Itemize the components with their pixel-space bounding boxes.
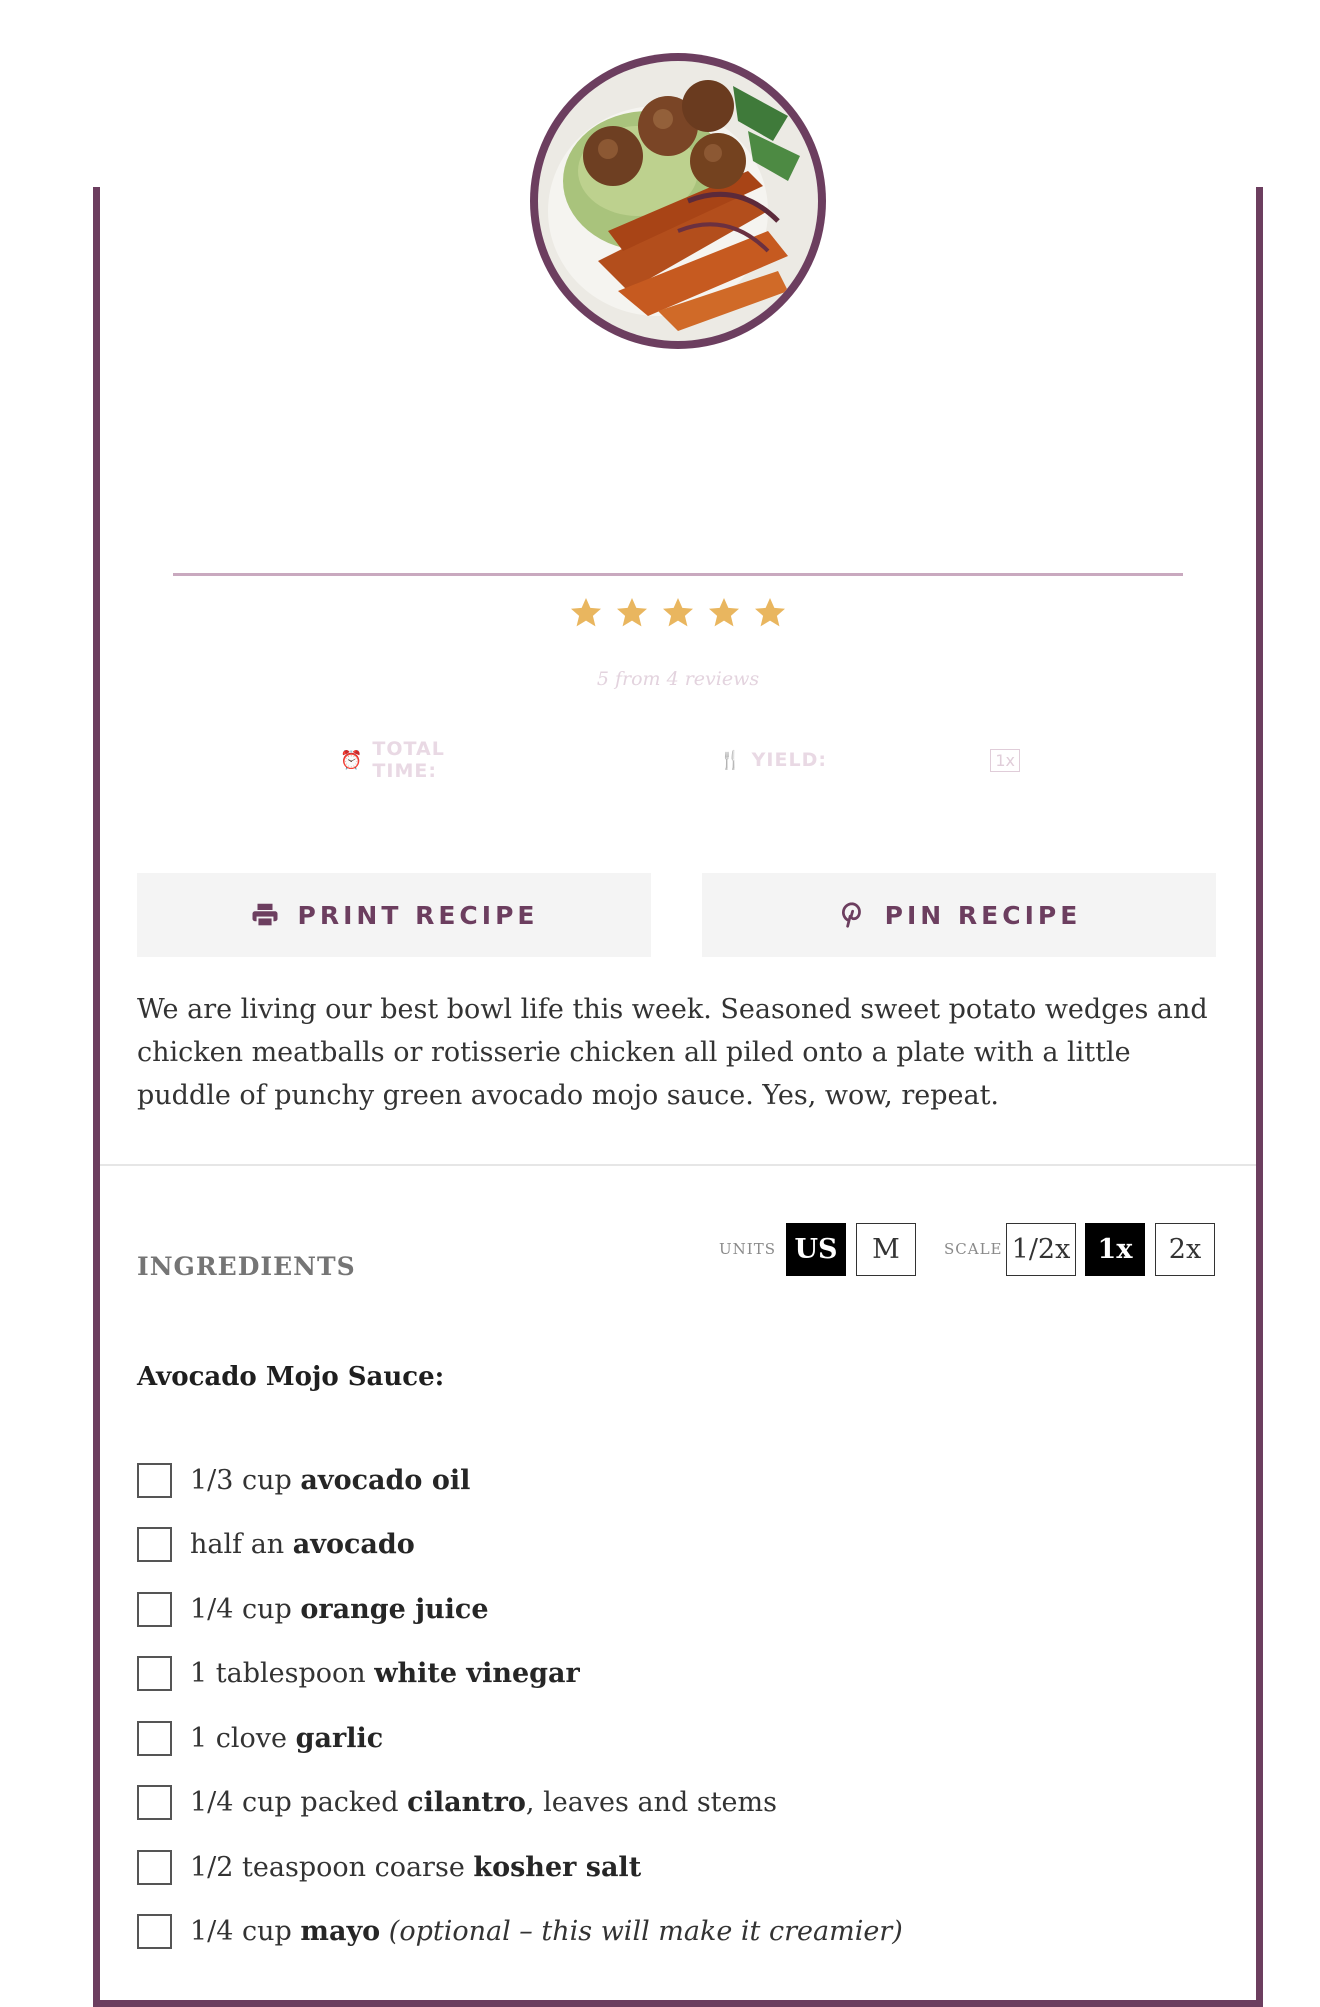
star-icon[interactable]	[752, 595, 788, 631]
ingredient-note-optional: (optional – this will make it creamier)	[388, 1916, 903, 1948]
ingredient-item	[137, 1448, 1222, 1513]
ingredient-checkbox[interactable]	[137, 1914, 172, 1949]
ingredient-amount: 1/4 cup packed	[190, 1787, 408, 1819]
recipe-meta	[340, 730, 1020, 790]
ingredient-name: garlic	[295, 1722, 384, 1754]
rating-stars[interactable]	[563, 595, 793, 641]
total-time-value: 40 minutes	[526, 730, 633, 790]
ingredient-item	[137, 1900, 1222, 1965]
ingredient-amount: 1/4 cup	[190, 1593, 301, 1625]
ingredient-item	[137, 1513, 1222, 1578]
ingredient-amount: 1/2 teaspoon coarse	[190, 1851, 474, 1883]
ingredient-name: cilantro	[407, 1787, 526, 1819]
ingredients-heading: INGREDIENTS	[137, 1252, 356, 1281]
star-icon[interactable]	[706, 595, 742, 631]
yield-value: 4 servings	[836, 730, 948, 790]
ingredient-note: , leaves and stems	[525, 1787, 777, 1819]
ingredient-amount: 1/3 cup	[190, 1464, 301, 1496]
yield-scale-badge[interactable]: 1x	[990, 749, 1020, 772]
print-recipe-label: PRINT RECIPE	[297, 900, 539, 930]
ingredient-amount: 1 clove	[190, 1722, 296, 1754]
ingredient-checkbox[interactable]	[137, 1656, 172, 1691]
ingredient-note	[380, 1916, 389, 1947]
ingredient-name: avocado	[292, 1529, 415, 1561]
ingredient-item	[137, 1771, 1222, 1836]
ingredient-item	[137, 1835, 1222, 1900]
star-icon[interactable]	[614, 595, 650, 631]
clock-icon: ⏰	[340, 749, 363, 771]
pin-recipe-button[interactable]	[702, 873, 1216, 957]
ingredient-name: mayo	[300, 1916, 381, 1948]
ingredient-checkbox[interactable]	[137, 1721, 172, 1756]
recipe-summary: We are living our best bowl life this week. Seasoned sweet potato wedges and chicken meatballs or rotisserie chicken all piled onto a plate with a little puddle of punchy green avocado mojo sauce. Yes, wow, repeat.	[137, 994, 1208, 1111]
reviews-count: 5 from 4 reviews	[596, 668, 760, 690]
food-photo-illustration	[538, 61, 818, 341]
ingredient-checkbox[interactable]	[137, 1850, 172, 1885]
scale-half-button[interactable]: 1/2x	[1006, 1223, 1076, 1276]
recipe-photo	[530, 53, 826, 349]
ingredient-name: kosher salt	[473, 1851, 642, 1883]
ingredient-name: avocado oil	[300, 1464, 471, 1496]
ingredient-name: white vinegar	[374, 1658, 580, 1690]
star-icon[interactable]	[660, 595, 696, 631]
section-divider	[100, 1164, 1256, 1166]
ingredient-amount: 1 tablespoon	[190, 1658, 375, 1690]
ingredient-amount: 1/4 cup	[190, 1916, 301, 1948]
print-recipe-button[interactable]	[137, 873, 651, 957]
scale-1x-button[interactable]: 1x	[1085, 1223, 1145, 1276]
recipe-title: Avocado Mojo Bowls With Sweet Potato	[248, 386, 1108, 541]
scale-2x-button[interactable]: 2x	[1155, 1223, 1215, 1276]
units-us-button[interactable]: US	[786, 1223, 846, 1276]
ingredient-name: orange juice	[300, 1593, 489, 1625]
ingredient-checkbox[interactable]	[137, 1785, 172, 1820]
ingredient-item	[137, 1706, 1222, 1771]
utensils-icon: 🍴	[719, 749, 742, 771]
total-time-label: TOTAL TIME:	[372, 738, 445, 782]
units-label: UNITS	[719, 1240, 776, 1258]
ingredient-list	[137, 1448, 1222, 1964]
yield-label: YIELD:	[751, 749, 827, 771]
title-divider	[173, 573, 1183, 576]
ingredient-item	[137, 1642, 1222, 1707]
ingredient-checkbox[interactable]	[137, 1463, 172, 1498]
ingredient-group-title: Avocado Mojo Sauce:	[137, 1362, 445, 1392]
scale-label: SCALE	[944, 1240, 1003, 1258]
units-metric-button[interactable]: M	[856, 1223, 916, 1276]
printer-icon	[250, 900, 280, 930]
ingredient-amount: half an	[190, 1529, 293, 1561]
ingredient-checkbox[interactable]	[137, 1592, 172, 1627]
ingredient-checkbox[interactable]	[137, 1527, 172, 1562]
ingredient-item	[137, 1577, 1222, 1642]
pin-recipe-label: PIN RECIPE	[884, 900, 1082, 930]
star-icon[interactable]	[568, 595, 604, 631]
pinterest-icon	[837, 900, 867, 930]
